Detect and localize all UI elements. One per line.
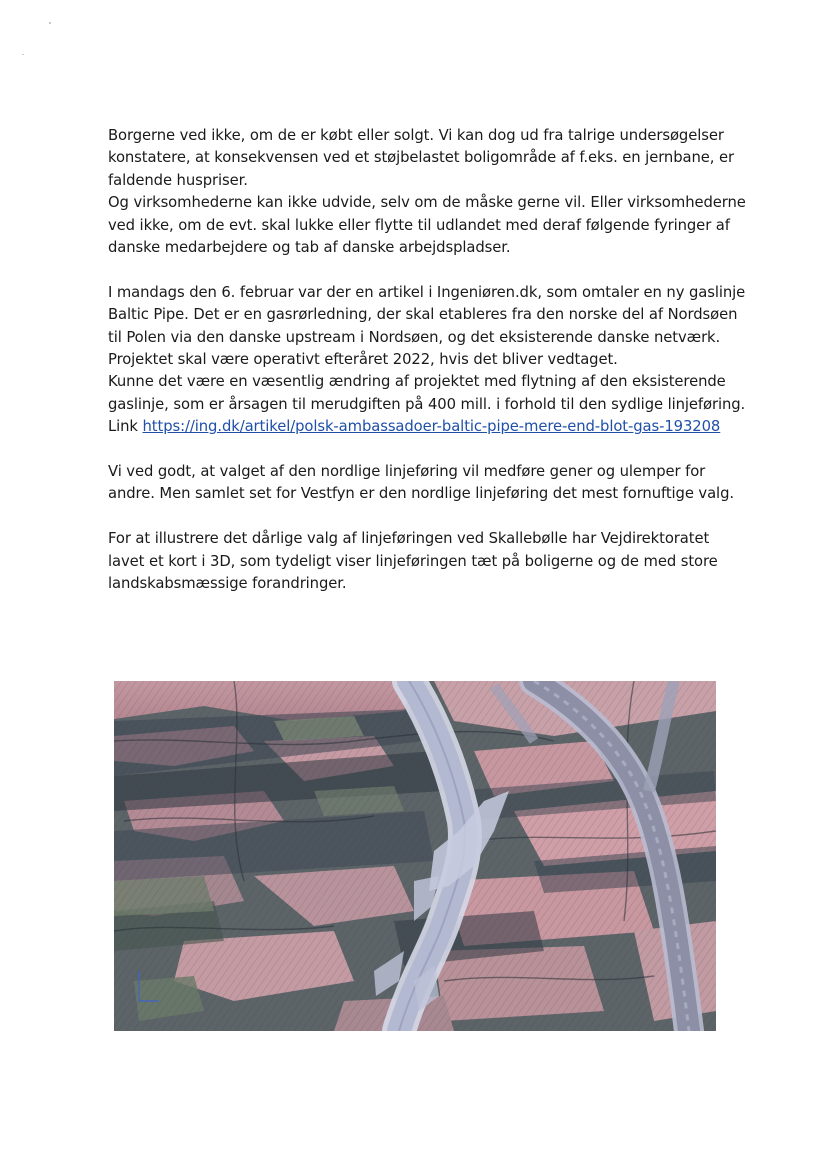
document-body [108,125,748,618]
link-prefix: Link [108,418,143,436]
paragraph-2 [108,282,748,439]
text-line: lavet et kort i 3D, som tydeligt viser linjeføringen tæt på boligerne og de med store [108,552,718,570]
text-line: For at illustrere det dårlige valg af linjeføringen ved Skallebølle har Vejdirektoratet [108,530,710,548]
text-line: Kunne det være en væsentlig ændring af projektet med flytning af den eksisterende [108,373,726,391]
text-line: landskabsmæssige forandringer. [108,575,347,593]
paragraph-1 [108,125,748,259]
link-line [108,416,748,438]
paragraph-3 [108,461,748,506]
text-line: andre. Men samlet set for Vestfyn er den nordlige linjeføring det mest fornuftige valg. [108,485,734,503]
3d-route-map-image [114,681,716,1031]
text-line: I mandags den 6. februar var der en artikel i Ingeniøren.dk, som omtaler en ny gaslinje [108,283,746,301]
text-line: Projektet skal være operativt efteråret 2022, hvis det bliver vedtaget. [108,351,618,369]
paragraph-4 [108,528,748,595]
text-line: Baltic Pipe. Det er en gasrørledning, der skal etableres fra den norske del af Nordsøen [108,306,738,324]
text-line: danske medarbejdere og tab af danske arbejdspladser. [108,239,511,257]
text-line: gaslinje, som er årsagen til merudgiften på 400 mill. i forhold til den sydlige linjeføring. [108,395,746,413]
text-line: faldende huspriser. [108,171,248,189]
scan-speck [49,22,51,24]
text-line: Borgerne ved ikke, om de er købt eller solgt. Vi kan dog ud fra talrige undersøgelser [108,127,724,144]
text-line: til Polen via den danske upstream i Nordsøen, og det eksisterende danske netværk. [108,328,721,346]
scan-speck [22,54,24,55]
article-link[interactable]: https://ing.dk/artikel/polsk-ambassadoer-baltic-pipe-mere-end-blot-gas-193208 [142,418,721,436]
3d-terrain-illustration [114,681,716,1031]
text-line: Og virksomhederne kan ikke udvide, selv om de måske gerne vil. Eller virksomhederne [108,194,746,212]
text-line: konstatere, at konsekvensen ved et støjbelastet boligområde af f.eks. en jernbane, er [108,149,734,167]
text-line: ved ikke, om de evt. skal lukke eller flytte til udlandet med deraf følgende fyringer af [108,216,730,234]
text-line: Vi ved godt, at valget af den nordlige linjeføring vil medføre gener og ulemper for [108,463,706,481]
